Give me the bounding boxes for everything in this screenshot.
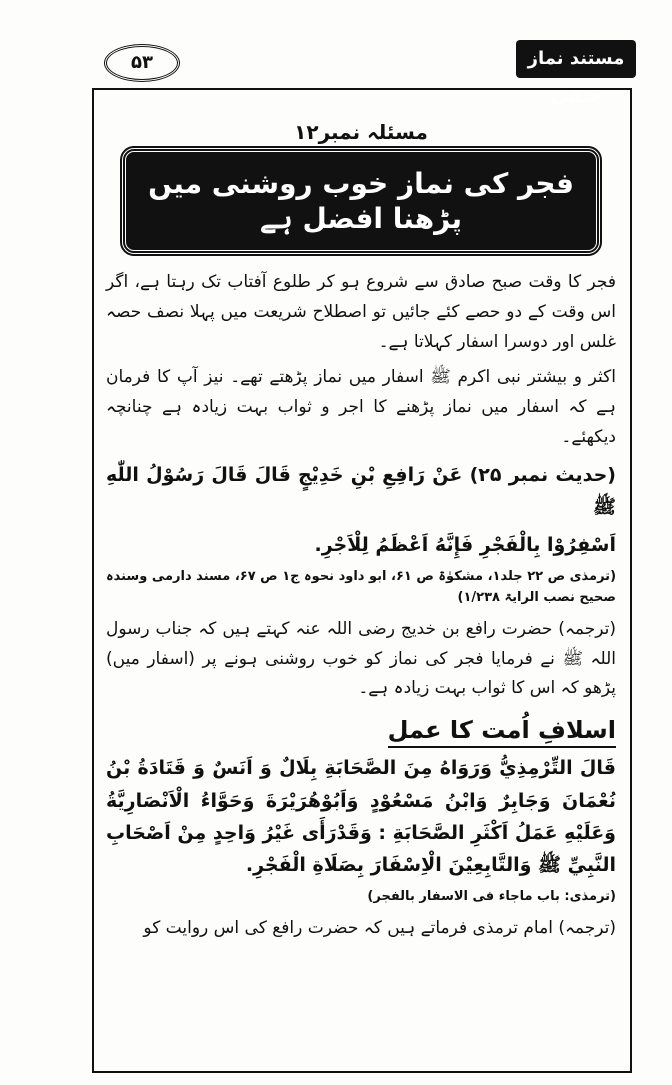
tirmidhi-translation: (ترجمہ) امام ترمذی فرماتے ہیں کہ حضرت رافع کی اس روایت کو — [143, 918, 616, 939]
section-heading: اسلافِ اُمت کا عمل — [388, 716, 616, 748]
book-title-tab: مستند نماز حنفی — [516, 40, 636, 78]
hadith-translation: (ترجمہ) حضرت رافع بن خدیج رضی اللہ عنہ کہتے ہیں کہ جناب رسول اللہ ﷺ نے فرمایا فجر کی نماز کو خوب روشنی ہونے پر (اسفار میں) پڑھو کہ اس کا ثواب بہت زیادہ ہے۔ — [106, 618, 616, 699]
hadith-intro: (حدیث نمبر ۲۵) عَنْ رَافِعِ بْنِ خَدِيْجٍ قَالَ قَالَ رَسُوْلُ اللّٰهِ ﷺ — [106, 463, 616, 518]
hadith-reference: (ترمذی ص ۲۲ جلد۱، مشکوٰۃ ص ۶۱، ابو داود نحوہ ج۱ ص ۶۷، مسند دارمی وسندہ صحیح نصب الرایۃ ۱/۲۳۸) — [106, 569, 617, 606]
page-number: ۵۳ — [104, 44, 180, 82]
masala-number: مسئلہ نمبر۱۲ — [294, 120, 428, 144]
tirmidhi-reference: (ترمذی: باب ماجاء فی الاسفار بالفجر) — [367, 889, 616, 905]
chapter-heading-banner: فجر کی نماز خوب روشنی میں پڑھنا افضل ہے — [122, 148, 600, 254]
hadith-text: اَسْفِرُوْا بِالْفَجْرِ فَإِنَّهُ اَعْظَمُ لِلْاَجْرِ. — [314, 534, 616, 557]
paragraph-prophet-practice: اکثر و بیشتر نبی اکرم ﷺ اسفار میں نماز پڑھتے تھے۔ نیز آپ کا فرمان ہے کہ اسفار میں نماز پڑھنے کا اجر و ثواب بہت زیادہ ہے چنانچہ دیکھئے۔ — [106, 367, 616, 447]
tirmidhi-arabic-text: قَالَ التِّرْمِذِيُّ وَرَوَاهُ مِنَ الصَّحَابَةِ بِلَالٌ وَ اَنَسٌ وَ قَتَادَةُ بْنُ نُعْمَانَ وَجَابِرٌ وَابْنُ مَسْعُوْدٍ وَاَبُوْهُرَيْرَةَ وَحَوَّاءُ الْاَنْصَارِيَّةُ وَعَلَيْهِ عَمَلُ اَكْثَرِ الصَّحَابَةِ : وَقَدْرَأَى غَيْرُ وَاحِدٍ مِنْ اَصْحَابِ النَّبِيِّ ﷺ وَالتَّابِعِيْنَ الْاِسْفَارَ بِصَلَاةِ الْفَجْرِ. — [106, 757, 616, 877]
paragraph-fajr-time: فجر کا وقت صبح صادق سے شروع ہو کر طلوع آفتاب تک رہتا ہے، اگر اس وقت کے دو حصے کئے جائیں تو اصطلاح شریعت میں پہلا نصف حصہ غلس اور دوسرا اسفار کہلاتا ہے۔ — [106, 272, 616, 352]
page-content — [106, 120, 616, 950]
